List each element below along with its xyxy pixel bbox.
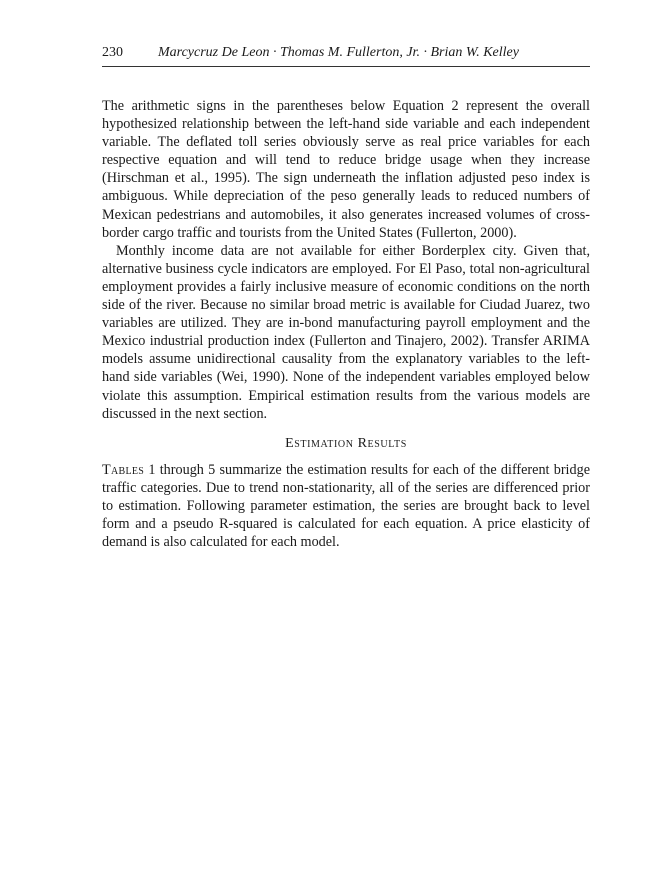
section-heading: Estimation Results	[285, 435, 407, 451]
paragraph-income-data: Monthly income data are not available for either Borderplex city. Given that, alternative business cycle indicators are employed. For El Paso, total non-agricultural employment provides a fairly inclusive measure of economic conditions on the north side of the river. Because no similar broad metric is available for Ciudad Juarez, two variables are utilized. They are in-bond manufacturing payroll employment and the Mexico industrial production index (Fullerton and Tinajero, 2002). Transfer ARIMA models assume unidirectional causality from the explanatory variables to the left-hand side variables (Wei, 1990). None of the independent variables employed below violate this assumption. Empirical estimation results from the various models are discussed in the next section.	[102, 242, 590, 422]
page-number: 230	[102, 45, 123, 60]
running-head	[102, 44, 590, 62]
paragraph-estimation-results	[102, 461, 590, 551]
paragraph-equation-signs: The arithmetic signs in the parentheses below Equation 2 represent the overall hypothesized relationship between the left-hand side variable and each independent variable. The deflated toll series obviously serve as real price variables for each respective equation and will tend to reduce bridge usage when they increase (Hirschman et al., 1995). The sign underneath the inflation adjusted peso index is ambiguous. While depreciation of the peso generally leads to reduced numbers of Mexican pedestrians and automobiles, it also generates increased volumes of cross-border cargo traffic and tourists from the United States (Fullerton, 2000).	[102, 98, 590, 241]
estimation-results-text: 1 through 5 summarize the estimation results for each of the different bridge traffic categories. Due to trend non-stationarity, all of the series are differenced prior to estimation. Following parameter estimation, the series are brought back to level form and a pseudo R-squared is calculated for each equation. A price elasticity of demand is also calculated for each model.	[102, 461, 590, 551]
tables-lead-word: Tables	[102, 461, 145, 478]
header-rule	[102, 66, 590, 67]
running-head-authors: Marcycruz De Leon · Thomas M. Fullerton, Jr. · Brian W. Kelley	[158, 45, 519, 60]
body-text	[102, 97, 590, 551]
